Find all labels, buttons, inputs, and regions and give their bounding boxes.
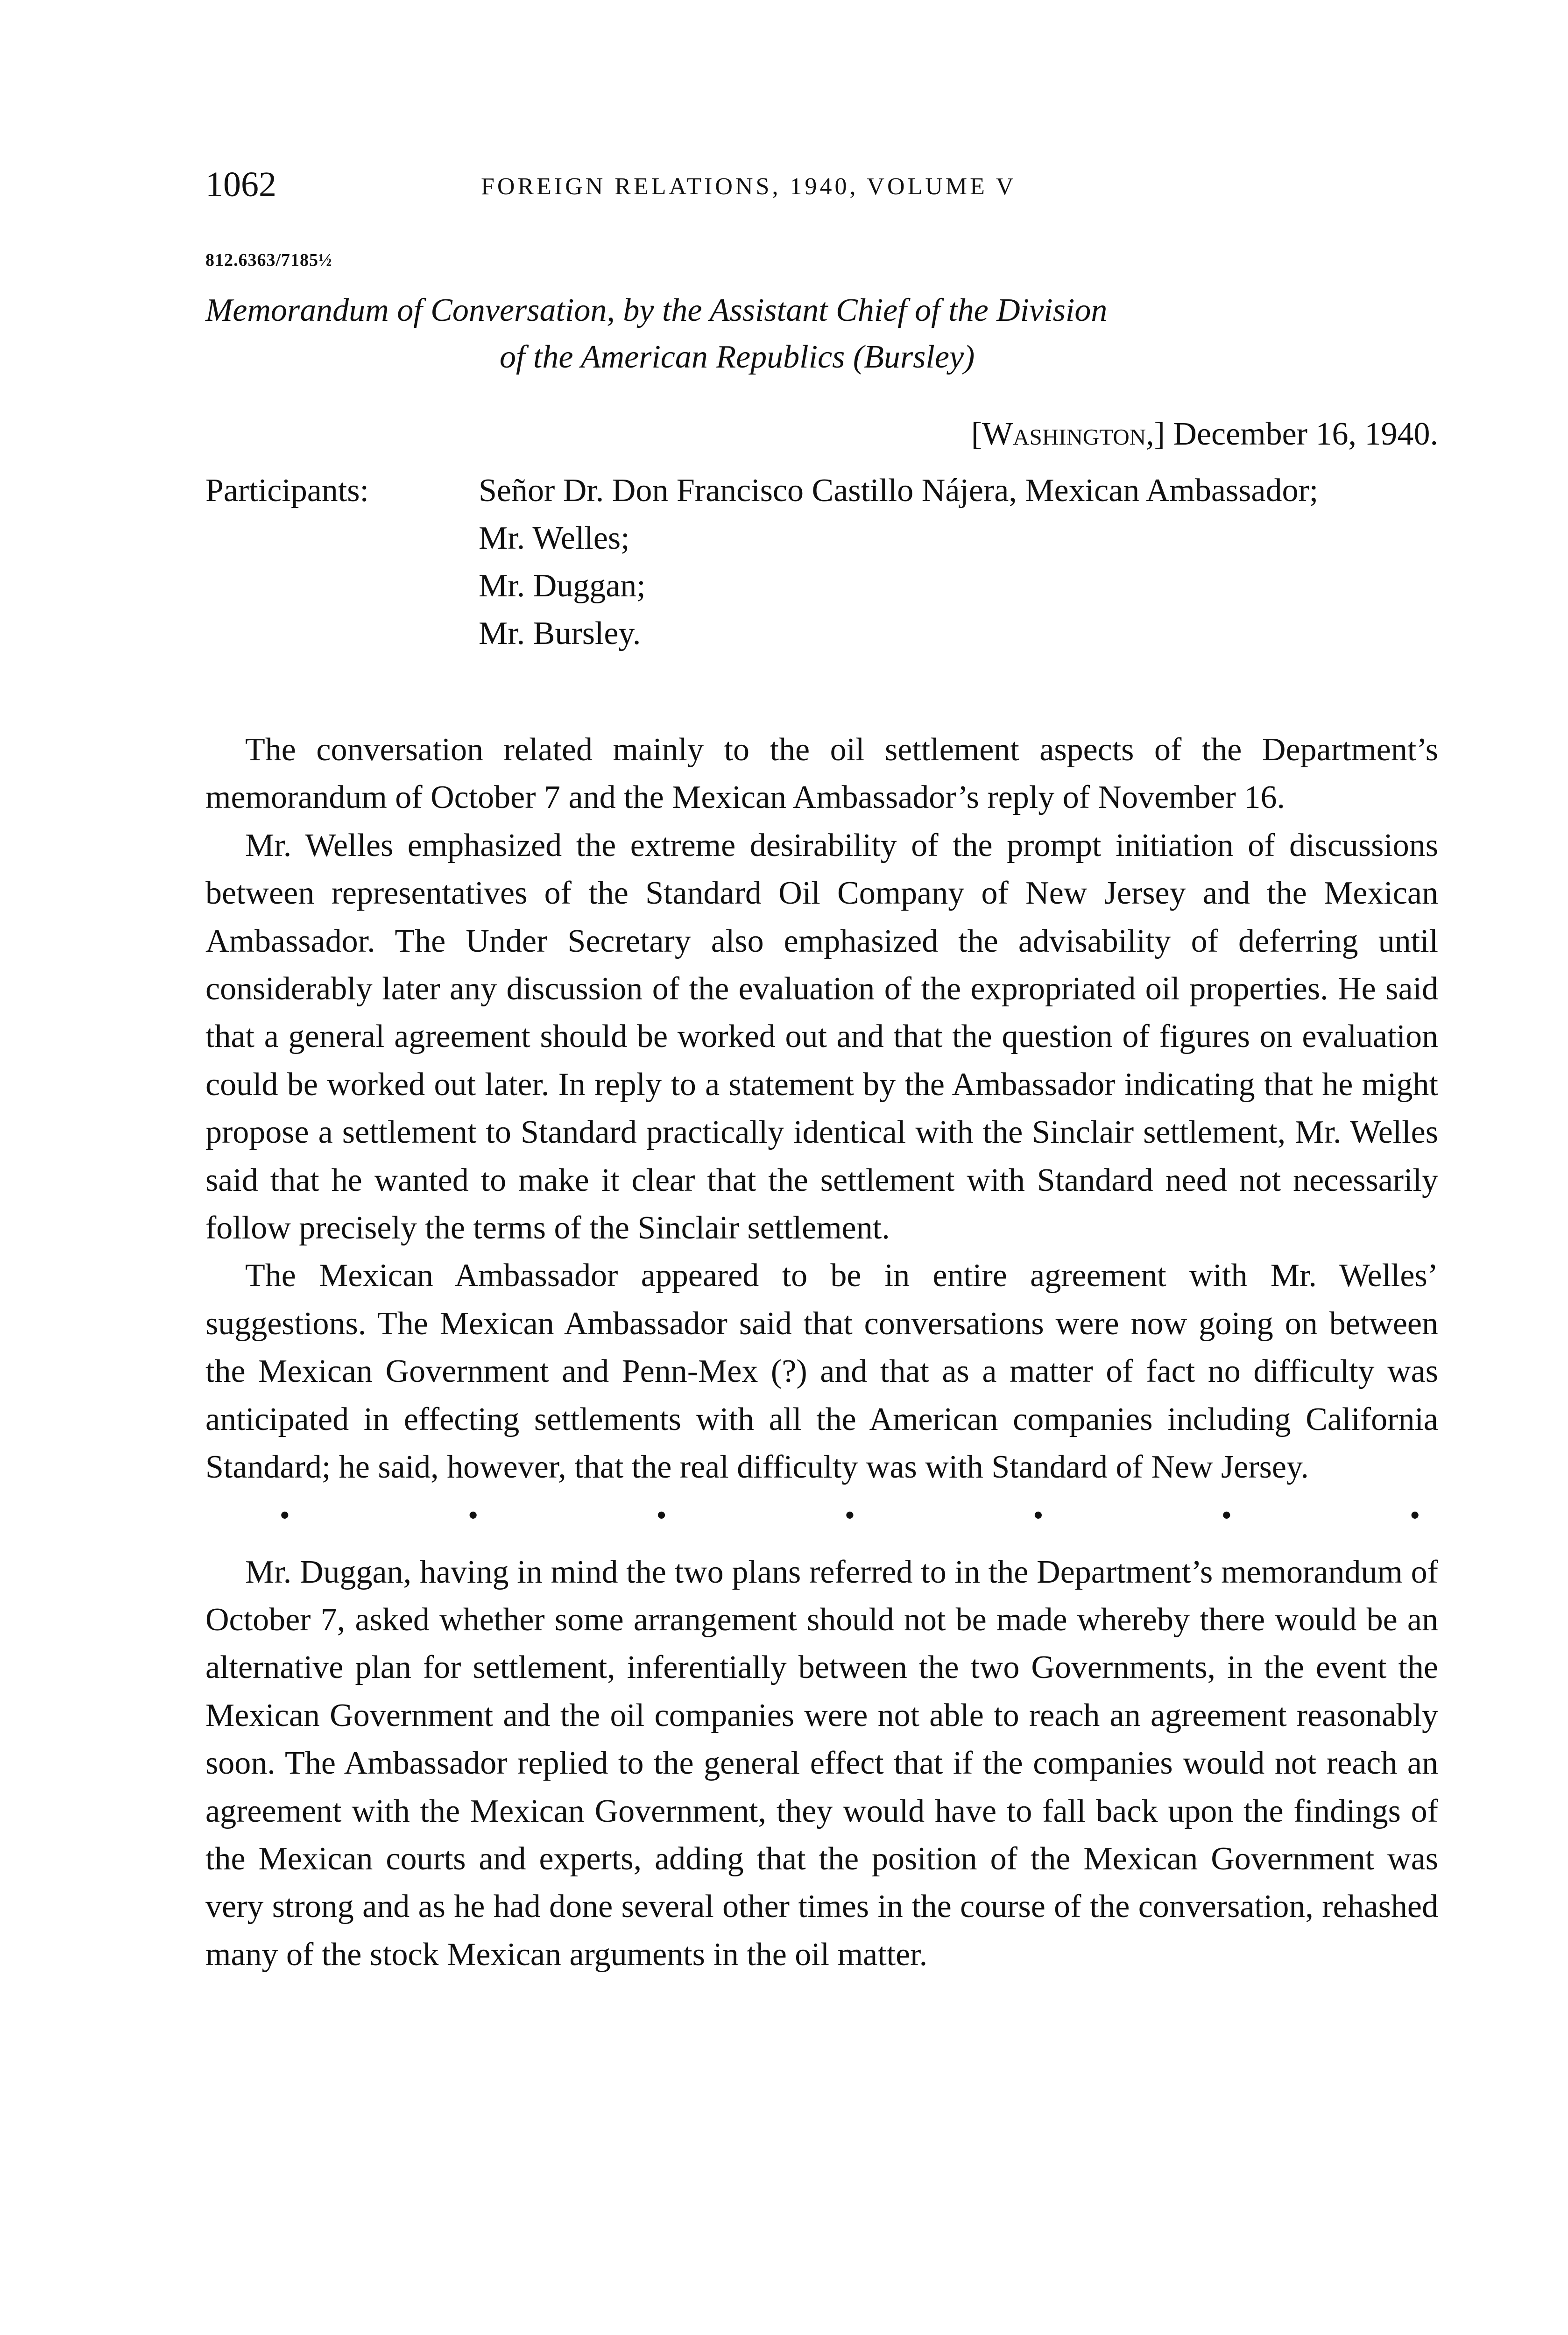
running-title: FOREIGN RELATIONS, 1940, VOLUME V bbox=[481, 173, 1017, 200]
page-number: 1062 bbox=[205, 165, 276, 204]
body-paragraph: The Mexican Ambassador appeared to be in entire agreement with Mr. Welles’ suggestions. The Mexican Ambassador said that conversations were now going on between the Mexican Government and Penn-Mex (?) and that as a matter of fact no difficulty was anticipated in effecting settlements with all the American companies including California Standard; he said, however, that the real difficulty was with Standard of New Jersey. bbox=[205, 1258, 1438, 1486]
omission-dot: • bbox=[1033, 1500, 1043, 1530]
document-title-line-1: Memorandum of Conversation, by the Assistant Chief of the Division bbox=[205, 292, 1108, 328]
participant-item: Señor Dr. Don Francisco Castillo Nájera, Mexican Ambassador; bbox=[479, 473, 1319, 509]
omission-dot: • bbox=[657, 1500, 666, 1530]
omission-dot: • bbox=[845, 1500, 855, 1530]
body-paragraph: Mr. Duggan, having in mind the two plans referred to in the Department’s memorandum of October 7, asked whether some arrangement should not be made whereby there would be an alternative plan for settlement, inferentially between the two Governments, in the event the Mexican Government and the oil companies were not able to reach an agreement reasonably soon. The Ambassador replied to the general effect that if the companies would not reach an agreement with the Mexican Government, they would have to fall back upon the findings of the Mexican courts and experts, adding that the position of the Mexican Government was very strong and as he had done several other times in the course of the conversation, rehashed many of the stock Mexican arguments in the oil matter. bbox=[205, 1554, 1438, 1973]
participant-item: Mr. Duggan; bbox=[479, 568, 646, 604]
document-title-line-2: of the American Republics (Bursley) bbox=[500, 339, 975, 375]
dateline-date: December 16, 1940. bbox=[1173, 416, 1438, 452]
body-paragraph: The conversation related mainly to the oil settlement aspects of the Department’s memorandum of October 7 and the Mexican Ambassador’s reply of November 16. bbox=[205, 732, 1438, 816]
omission-dot: • bbox=[1410, 1500, 1420, 1530]
dateline-place: [Washington,] bbox=[971, 416, 1165, 452]
document-title bbox=[205, 287, 1438, 381]
omission-dot: • bbox=[280, 1500, 290, 1530]
participant-item: Mr. Bursley. bbox=[479, 616, 641, 651]
file-number: 812.6363/7185½ bbox=[205, 250, 332, 270]
participants-label: Participants: bbox=[205, 473, 369, 509]
omission-dot: • bbox=[468, 1500, 478, 1530]
body-paragraph: Mr. Welles emphasized the extreme desirability of the prompt initiation of discussions between representatives of the Standard Oil Company of New Jersey and the Mexican Ambassador. The Under Secretary also emphasized the advisability of deferring until considerably later any discussion of the evaluation of the expropriated oil properties. He said that a general agreement should be worked out and that the question of figures on evaluation could be worked out later. In reply to a statement by the Ambassador indicating that he might propose a settlement to Standard practically identical with the Sinclair settlement, Mr. Welles said that he wanted to make it clear that the settlement with Standard need not necessarily follow precisely the terms of the Sinclair settlement. bbox=[205, 827, 1438, 1246]
participants-list bbox=[479, 467, 1438, 658]
omission-marks bbox=[205, 1492, 1438, 1539]
omission-dot: • bbox=[1222, 1500, 1231, 1530]
running-header bbox=[205, 159, 1429, 215]
participant-item: Mr. Welles; bbox=[479, 520, 630, 556]
memorandum-body bbox=[205, 726, 1438, 1979]
dateline bbox=[205, 411, 1438, 458]
